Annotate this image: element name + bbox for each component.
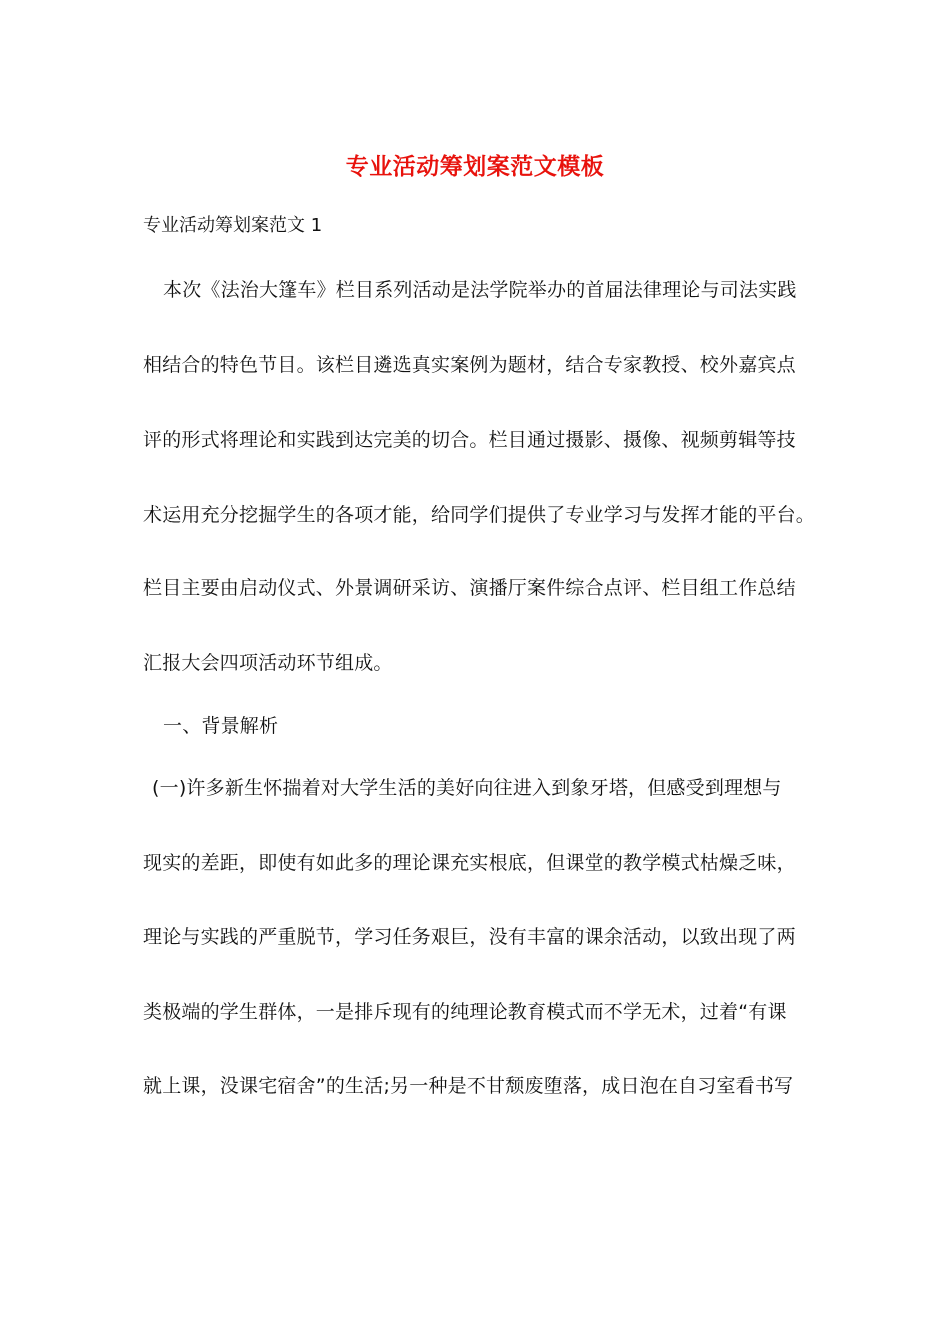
- paragraph-line: 就上课，没课宅宿舍”的生活;另一种是不甘颓废堕落，成日泡在自习室看书写: [143, 1075, 794, 1097]
- paragraph-line: 术运用充分挖掘学生的各项才能，给同学们提供了专业学习与发挥才能的平台。: [143, 504, 816, 526]
- paragraph-line: 现实的差距，即使有如此多的理论课充实根底，但课堂的教学模式枯燥乏味，: [143, 852, 796, 874]
- paragraph-line: 栏目主要由启动仪式、外景调研采访、演播厅案件综合点评、栏目组工作总结: [143, 577, 796, 599]
- paragraph-line: (一)许多新生怀揣着对大学生活的美好向往进入到象牙塔，但感受到理想与: [152, 777, 782, 799]
- paragraph-line: 相结合的特色节目。该栏目遴选真实案例为题材，结合专家教授、校外嘉宾点: [143, 354, 796, 376]
- paragraph-line: 汇报大会四项活动环节组成。: [143, 652, 393, 674]
- document-title: 专业活动筹划案范文模板: [345, 153, 605, 180]
- document-subtitle: 专业活动筹划案范文 1: [143, 215, 323, 236]
- paragraph-line: 理论与实践的严重脱节，学习任务艰巨，没有丰富的课余活动，以致出现了两: [143, 926, 796, 948]
- paragraph-line: 类极端的学生群体，一是排斥现有的纯理论教育模式而不学无术，过着“有课: [143, 1001, 787, 1023]
- section-heading: 一、背景解析: [163, 715, 279, 737]
- paragraph-line: 本次《法治大篷车》栏目系列活动是法学院举办的首届法律理论与司法实践: [163, 279, 797, 301]
- paragraph-line: 评的形式将理论和实践到达完美的切合。栏目通过摄影、摄像、视频剪辑等技: [143, 429, 796, 451]
